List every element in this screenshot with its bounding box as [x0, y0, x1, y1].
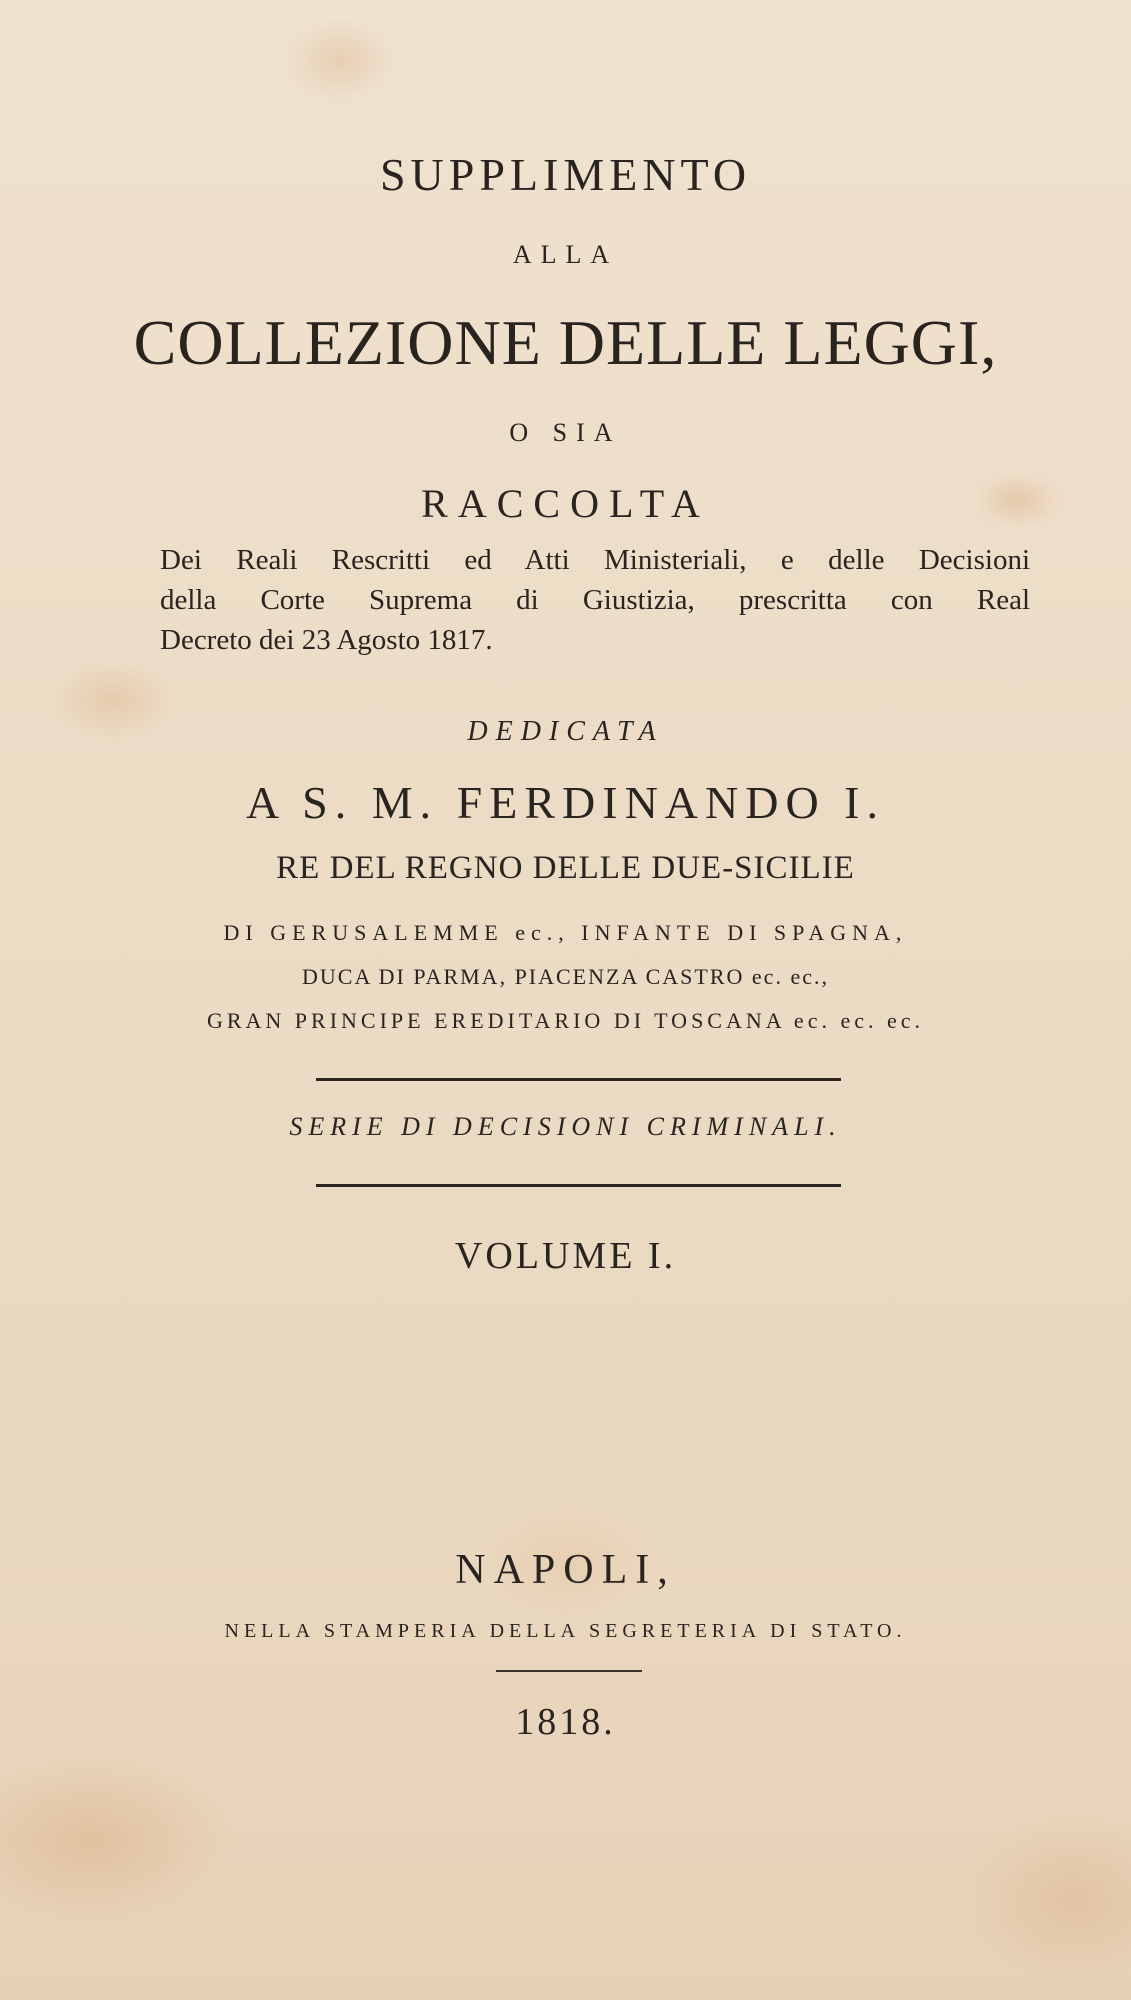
volume-number: VOLUME I.: [454, 1235, 677, 1277]
dedicatee-name: A S. M. FERDINANDO I.: [246, 777, 885, 828]
royal-titles-line-2: DUCA DI PARMA, PIACENZA CASTRO ec. ec.,: [302, 964, 829, 989]
divider-rule-top: [316, 1078, 841, 1081]
imprint-city: NAPOLI,: [455, 1547, 676, 1593]
divider-rule-bottom: [316, 1184, 841, 1187]
imprint-divider: [496, 1670, 642, 1672]
subtitle-block: [160, 540, 1030, 660]
title-alla: ALLA: [512, 240, 619, 269]
imprint-year: 1818.: [515, 1701, 616, 1743]
subtitle-line-2: della Corte Suprema di Giustizia, prescritta con Real: [160, 584, 1030, 616]
subtitle-line-3: Decreto dei 23 Agosto 1817.: [160, 624, 493, 656]
royal-titles-line-3: GRAN PRINCIPE EREDITARIO DI TOSCANA ec. ec. ec.: [206, 1008, 925, 1033]
royal-titles-line-1: DI GERUSALEMME ec., INFANTE DI SPAGNA,: [223, 920, 908, 945]
title-collezione: COLLEZIONE DELLE LEGGI,: [133, 307, 998, 378]
subtitle-line-1: Dei Reali Rescritti ed Atti Ministeriali, e delle Decisioni: [160, 544, 1030, 576]
title-supplimento: SUPPLIMENTO: [379, 149, 752, 200]
series-title: SERIE DI DECISIONI CRIMINALI.: [289, 1112, 842, 1141]
title-raccolta: RACCOLTA: [421, 481, 710, 526]
title-o-sia: O SIA: [509, 418, 622, 447]
royal-title: RE DEL REGNO DELLE DUE-SICILIE: [276, 850, 855, 886]
imprint-press: NELLA STAMPERIA DELLA SEGRETERIA DI STATO.: [224, 1620, 907, 1642]
dedicata-label: DEDICATA: [467, 716, 664, 747]
